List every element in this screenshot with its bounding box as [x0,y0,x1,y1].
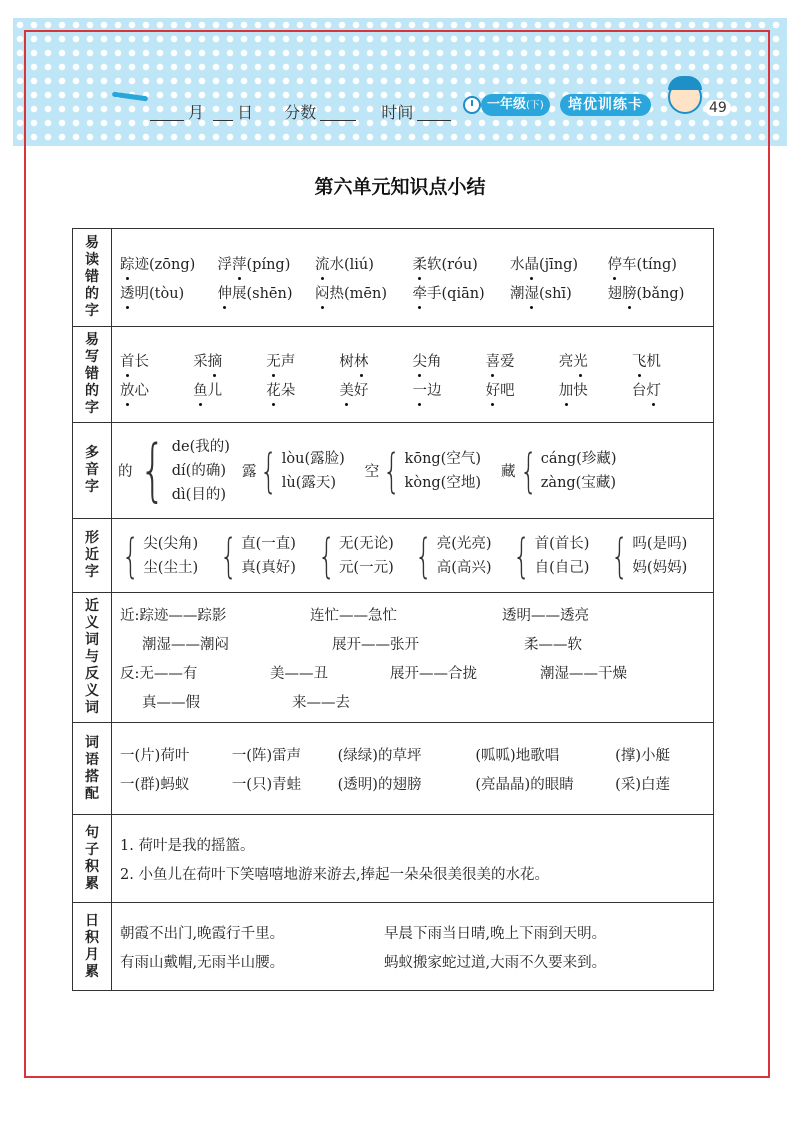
month-label: 月 [188,103,205,122]
row-similar [73,519,714,593]
proverb: 早晨下雨当日晴,晚上下雨到天明。 [384,925,607,942]
synonyms-content [112,593,714,723]
word-item: 好吧 [486,379,559,400]
day-label: 日 [237,103,254,122]
sentence-line: 2. 小鱼儿在荷叶下笑嘻嘻地游来游去,捧起一朵朵很美很美的水花。 [120,866,550,883]
word-pair: 连忙——急忙 [310,607,397,624]
word-item: 花朵 [266,379,339,400]
word-item: 闷热(mēn) [315,282,413,303]
sentence-line: 1. 荷叶是我的摇篮。 [120,837,255,854]
polyphonic-content [112,423,714,519]
proverb: 有雨山戴帽,无雨半山腰。 [120,954,285,971]
dotted-char: 一 [413,379,428,400]
word-item: 透明(tòu) [120,282,218,303]
dotted-char: 花 [266,379,281,400]
collocation-item: (撑)小艇 [615,747,670,764]
word-line [120,278,705,307]
polyphonic-group [364,443,481,498]
word-line [120,346,705,375]
collocation-item: 一(片)荷叶 [120,747,190,764]
word-line [120,375,705,404]
word-item: 流水(liú) [315,253,413,274]
word-pair: 潮湿——干燥 [540,665,627,682]
similar-group [216,528,308,583]
brace-mark: { [139,430,166,510]
similar-stack [535,532,590,580]
polyphonic-char: 露 [241,464,257,480]
brace-mark: { [219,528,238,583]
readings-stack [405,447,481,495]
polyphonic-group [118,430,230,510]
brace-mark: { [415,528,433,583]
word-item: 亮光 [559,350,632,371]
word-item: 无声 [266,350,339,371]
similar-char: 尘(尘土) [143,559,199,576]
term-text: 下 [529,100,540,111]
dotted-char: 透 [120,282,135,303]
polyphonic-char: 藏 [501,464,516,480]
similar-char: 元(一元) [338,559,394,576]
time-blank[interactable] [417,106,451,121]
word-item: 柔软(róu) [413,253,511,274]
similar-group [509,528,601,583]
synonym-line [120,629,705,658]
word-item: 台灯 [632,379,705,400]
row-easy-write [73,327,714,423]
collocation-content [112,723,714,815]
word-item: 采摘 [193,350,266,371]
word-item: 水晶(jīng) [510,253,608,274]
word-item: 浮萍(píng) [218,253,316,274]
brace-mark: { [317,528,336,583]
similar-stack [143,532,198,580]
brace-mark: { [610,528,629,583]
easy-write-content [112,327,714,423]
dotted-char: 加 [559,379,574,400]
similar-char: 直(一直) [241,535,296,552]
collocation-item: (绿绿)的草坪 [337,747,422,764]
similar-char: 高(高兴) [436,559,492,576]
similar-char: 首(首长) [534,535,590,552]
dotted-char: 美 [339,379,354,400]
proverb: 朝霞不出门,晚霞行千里。 [120,925,285,942]
row-collocation [73,723,714,815]
dotted-char: 鱼 [193,379,208,400]
similar-stack [632,532,687,580]
word-pair: 真——假 [142,694,200,711]
dotted-char: 柔 [413,253,428,274]
brace-mark: { [260,443,278,498]
synonym-line [120,600,705,629]
dotted-char: 膀 [622,282,637,303]
word-item: 加快 [559,379,632,400]
dotted-char: 牵 [413,282,428,303]
similar-stack [241,532,296,580]
daily-content [112,903,714,991]
dotted-char: 停 [608,253,623,274]
proverb-line [120,947,705,976]
word-item: 牵手(qiān) [413,282,511,303]
dotted-char: 灯 [646,379,661,400]
word-item: 首长 [120,350,193,371]
word-pair: 透明——透亮 [502,607,589,624]
label-easy-write: 易写错的字 [73,327,112,423]
similar-char: 真(真好) [241,559,296,576]
word-pair: 展开——张开 [332,636,419,653]
word-item: 踪迹(zōng) [120,253,218,274]
sentences-content [112,815,714,903]
score-label: 分数 [284,103,317,122]
word-item: 喜爱 [486,350,559,371]
collocation-item: (呱呱)地歌唱 [475,747,560,764]
polyphonic-group [241,443,345,498]
day-blank[interactable] [213,106,233,121]
dotted-char: 首 [120,350,135,371]
readings-stack [541,447,617,495]
word-pair: 美——丑 [270,665,328,682]
similar-char: 无(无论) [338,535,394,552]
collocation-item: 一(只)青蛙 [231,776,302,793]
score-blank[interactable] [320,106,356,121]
reading: kōng(空气) [404,450,481,467]
word-item: 鱼儿 [193,379,266,400]
brace-mark: { [383,443,401,498]
similar-stack [339,532,394,580]
collocation-item: 一(群)蚂蚁 [120,776,190,793]
dotted-char: 飞 [632,350,647,371]
dotted-char: 无 [266,350,281,371]
label-daily: 日积月累 [73,903,112,991]
collocation-item: (透明)的翅膀 [337,776,422,793]
dotted-char: 踪 [120,253,135,274]
word-item: 翅膀(bǎng) [608,282,706,303]
dotted-char: 放 [120,379,135,400]
reading: zàng(宝藏) [540,474,616,491]
dotted-char: 摘 [208,350,223,371]
reading: lòu(露脸) [281,450,345,467]
word-pair: 潮湿——潮闷 [142,636,229,653]
dotted-char: 光 [573,350,588,371]
word-item: 伸展(shēn) [218,282,316,303]
word-item: 一边 [413,379,486,400]
dotted-char: 闷 [315,282,330,303]
label-collocation: 词语搭配 [73,723,112,815]
polyphonic-group [501,443,617,498]
clock-icon [463,96,481,114]
polyphonic-char: 空 [364,464,380,480]
row-easy-read [73,229,714,327]
dotted-char: 湿 [525,282,540,303]
similar-stack [437,532,492,580]
collocation-item: (采)白莲 [615,776,670,793]
dotted-char: 好 [486,379,501,400]
brace-mark: { [121,528,140,583]
dotted-char: 晶 [525,253,540,274]
word-item: 尖角 [413,350,486,371]
word-pair: 反:无——有 [120,665,198,682]
word-item: 潮湿(shī) [510,282,608,303]
reading: de(我的) [171,438,230,455]
word-pair: 柔——软 [524,636,582,653]
dotted-char: 萍 [232,253,247,274]
reading: cáng(珍藏) [540,450,617,467]
label-easy-read: 易读错的字 [73,229,112,327]
page-title: 第六单元知识点小结 [314,176,486,198]
word-item: 停车(tíng) [608,253,706,274]
brace-mark: { [513,528,531,583]
label-similar: 形近字 [73,519,112,593]
reading: dì(目的) [171,486,226,503]
readings-stack [172,435,230,507]
word-pair: 展开——合拢 [390,665,477,682]
similar-group [118,528,210,583]
page-number: 49 [705,100,731,116]
word-item: 飞机 [632,350,705,371]
similar-char: 妈(妈妈) [632,559,688,576]
similar-char: 自(自己) [534,559,590,576]
grade-badge: 一年级(下) [481,94,550,116]
mascot-icon [668,80,702,114]
similar-char: 尖(尖角) [143,535,199,552]
similar-char: 吗(是吗) [632,535,688,552]
proverb: 蚂蚁搬家蛇过道,大雨不久要来到。 [384,954,607,971]
collocation-item: (亮晶晶)的眼睛 [475,776,574,793]
similar-group [607,528,699,583]
dotted-char: 伸 [218,282,233,303]
reading: lù(露天) [281,474,337,491]
dotted-char: 流 [315,253,330,274]
word-item: 放心 [120,379,193,400]
dotted-char: 喜 [486,350,501,371]
grade-text: 一年级 [487,97,527,112]
collocation-line [120,740,705,769]
label-sentences: 句子积累 [73,815,112,903]
collocation-line [120,769,705,798]
row-daily [73,903,714,991]
word-item: 美好 [339,379,412,400]
knowledge-table [72,228,714,991]
reading: kòng(空地) [404,474,481,491]
similar-group [411,528,503,583]
word-item: 树林 [339,350,412,371]
dotted-char: 林 [354,350,369,371]
month-blank[interactable] [150,106,184,121]
word-pair: 近:踪迹——踪影 [120,607,227,624]
word-line [120,249,705,278]
synonym-line [120,687,705,716]
series-badge: 培优训练卡 [560,94,651,116]
synonym-line [120,658,705,687]
proverb-line [120,918,705,947]
readings-stack [282,447,345,495]
collocation-item: 一(阵)雷声 [231,747,302,764]
similar-char: 亮(光亮) [436,535,492,552]
word-pair: 来——去 [292,694,350,711]
row-sentences [73,815,714,903]
reading: dí(的确) [171,462,226,479]
time-label: 时间 [381,103,414,122]
label-polyphonic: 多音字 [73,423,112,519]
similar-content [112,519,714,593]
label-synonyms: 近义词与反义词 [73,593,112,723]
similar-group [314,528,406,583]
dotted-char: 尖 [413,350,428,371]
row-polyphonic [73,423,714,519]
brace-mark: { [519,443,537,498]
easy-read-content [112,229,714,327]
row-synonyms [73,593,714,723]
header-fields [150,100,455,123]
polyphonic-char: 的 [118,464,133,480]
